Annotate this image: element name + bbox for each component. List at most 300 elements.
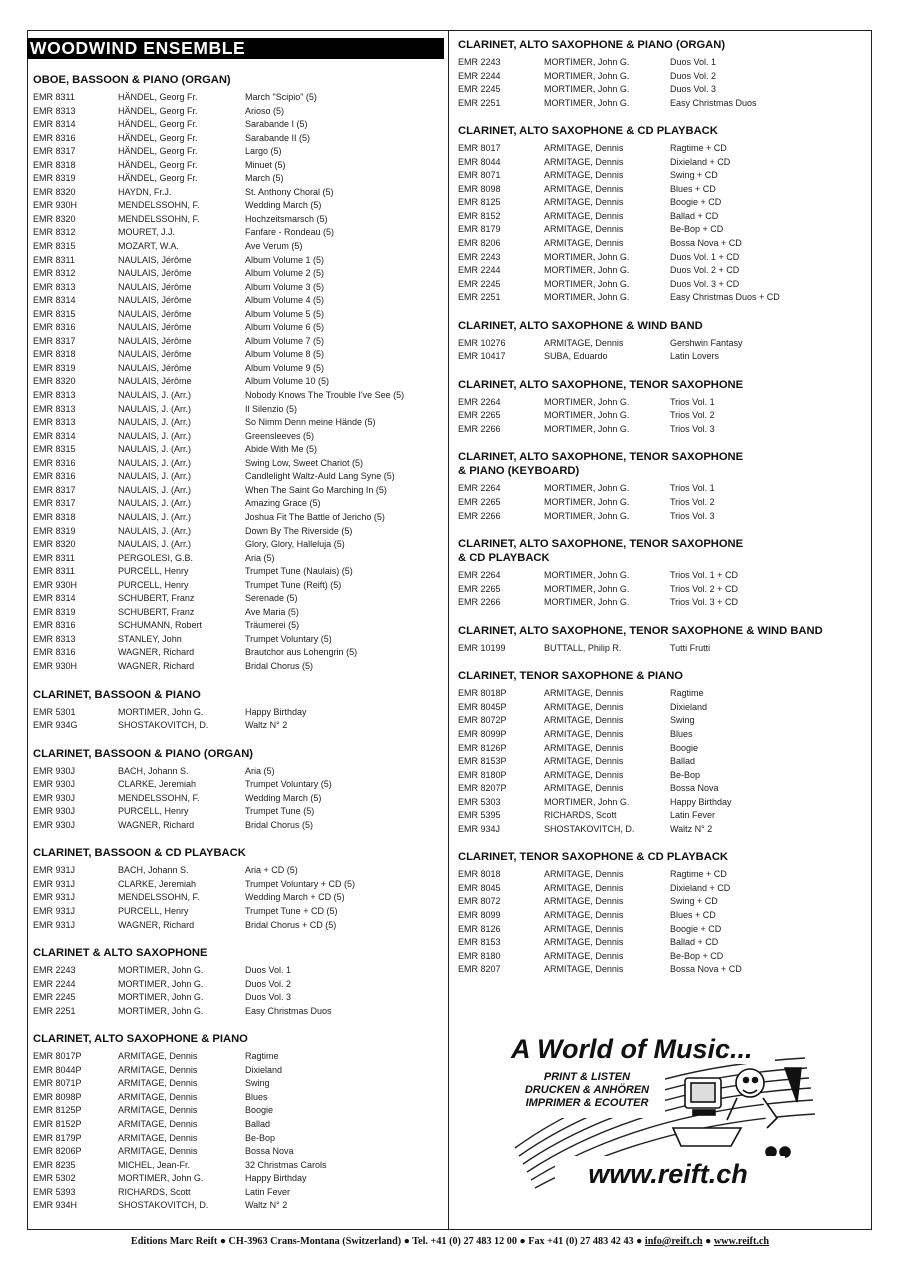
composer-name: RICHARDS, Scott [544,810,617,821]
composer-name: WAGNER, Richard [118,647,195,658]
catalog-entry [33,1091,443,1105]
composer-name: MENDELSSOHN, F. [118,892,200,903]
section-title: CLARINET, TENOR SAXOPHONE & CD PLAYBACK [458,851,728,864]
catalog-entry [458,755,858,769]
catalog-entry [33,1186,443,1200]
catalog-entry [458,169,858,183]
logo-line-3: IMPRIMER & ECOUTER [525,1097,649,1109]
work-title: Easy Christmas Duos + CD [670,292,780,303]
catalog-entry [33,105,443,119]
section-title: CLARINET, ALTO SAXOPHONE & PIANO (ORGAN) [458,39,726,51]
work-title: Blues [245,1091,268,1102]
catalog-entry [458,936,858,950]
composer-name: MENDELSSOHN, F. [118,200,200,211]
catalog-number: EMR 930J [33,806,76,817]
catalog-number: EMR 8317 [33,498,76,509]
composer-name: PERGOLESI, G.B. [118,552,194,563]
catalog-number: EMR 5395 [458,810,501,821]
work-title: Glory, Glory, Halleluja (5) [245,539,345,550]
catalog-section [458,537,858,610]
catalog-entry [33,335,443,349]
work-title: Il Silenzio (5) [245,403,298,414]
catalog-number: EMR 8316 [33,322,76,333]
catalog-entry [33,1050,443,1064]
composer-name: SHOSTAKOVITCH, D. [118,720,209,731]
catalog-number: EMR 931J [33,865,76,876]
composer-name: MORTIMER, John G. [118,706,204,717]
catalog-number: EMR 8152 [458,210,501,221]
catalog-number: EMR 8312 [33,268,76,279]
catalog-number: EMR 5303 [458,796,501,807]
work-title: Arioso (5) [245,105,285,116]
catalog-number: EMR 931J [33,878,76,889]
catalog-entry [33,1077,443,1091]
catalog-number: EMR 930J [33,819,76,830]
work-title: Trumpet Voluntary (5) [245,779,332,790]
catalog-number: EMR 930J [33,779,76,790]
catalog-section [458,378,858,437]
composer-name: MOURET, J.J. [118,227,176,238]
catalog-number: EMR 10199 [458,642,506,653]
catalog-entry [33,172,443,186]
work-title: Trios Vol. 2 [670,497,715,508]
footer-website-link[interactable]: www.reift.ch [713,1236,770,1247]
entry-list [33,91,443,674]
composer-name: MORTIMER, John G. [544,251,630,262]
catalog-number: EMR 2266 [458,423,501,434]
composer-name: ARMITAGE, Dennis [544,224,624,235]
composer-name: MORTIMER, John G. [544,70,630,81]
catalog-number: EMR 2266 [458,510,501,521]
work-title: Be-Bop [670,769,701,780]
catalog-entry [458,350,858,364]
catalog-entry [458,687,858,701]
catalog-number: EMR 8313 [33,390,76,401]
composer-name: MENDELSSOHN, F. [118,792,200,803]
work-title: Duos Vol. 3 [670,84,717,95]
composer-name: MORTIMER, John G. [544,97,630,108]
work-title: March "Scipio" (5) [245,92,317,102]
composer-name: CLARKE, Jeremiah [118,779,197,790]
composer-name: MORTIMER, John G. [544,570,630,581]
composer-name: ARMITAGE, Dennis [544,756,624,767]
section-title: CLARINET, TENOR SAXOPHONE & PIANO [458,670,684,683]
work-title: Trios Vol. 2 [670,410,715,421]
catalog-entry [33,878,443,892]
catalog-entry [458,796,858,810]
catalog-number: EMR 931J [33,905,76,916]
catalog-section [458,624,858,656]
catalog-number: EMR 8313 [33,633,76,644]
composer-name: ARMITAGE, Dennis [544,909,624,920]
composer-name: SCHUBERT, Franz [118,593,195,604]
catalog-section [33,846,443,932]
catalog-entry [33,416,443,430]
composer-name: ARMITAGE, Dennis [544,783,624,794]
work-title: Dixieland [245,1064,283,1075]
work-title: Duos Vol. 1 [245,965,292,976]
catalog-number: EMR 8072 [458,896,501,907]
catalog-entry [458,782,858,796]
catalog-number: EMR 8313 [33,105,76,116]
composer-name: MORTIMER, John G. [544,84,630,95]
catalog-entry [458,251,858,265]
catalog-number: EMR 8206P [33,1146,82,1157]
catalog-number: EMR 8207 [458,964,501,975]
catalog-entry [33,484,443,498]
catalog-entry [33,321,443,335]
composer-name: MICHEL, Jean-Fr. [118,1159,191,1170]
catalog-number: EMR 8235 [33,1159,76,1170]
catalog-entry [33,91,443,105]
section-title: CLARINET, BASSOON & PIANO [33,688,201,701]
work-title: Boogie [245,1105,274,1116]
catalog-number: EMR 8315 [33,444,76,455]
composer-name: HAYDN, Fr.J. [118,186,172,197]
catalog-entry [33,991,443,1005]
catalog-number: EMR 930H [33,200,78,211]
catalog-number: EMR 8045 [458,882,501,893]
catalog-section [458,850,858,976]
work-title: Duos Vol. 2 + CD [670,265,740,276]
composer-name: MORTIMER, John G. [544,292,630,303]
work-title: Swing [245,1078,270,1089]
catalog-number: EMR 2244 [33,978,76,989]
catalog-number: EMR 10276 [458,337,506,348]
catalog-number: EMR 930J [33,765,76,776]
composer-name: ARMITAGE, Dennis [544,769,624,780]
composer-name: NAULAIS, J. (Arr.) [118,539,192,550]
composer-name: ARMITAGE, Dennis [118,1091,198,1102]
composer-name: HÄNDEL, Georg Fr. [118,173,198,184]
composer-name: NAULAIS, J. (Arr.) [118,430,192,441]
catalog-number: EMR 8319 [33,362,76,373]
composer-name: ARMITAGE, Dennis [544,238,624,249]
composer-name: MORTIMER, John G. [544,483,630,494]
logo-url[interactable]: www.reift.ch [588,1159,748,1189]
catalog-number: EMR 8311 [33,254,75,265]
reift-logo [505,1028,820,1196]
catalog-entry [458,642,858,656]
catalog-entry [33,1104,443,1118]
work-title: Ballad + CD [670,937,719,948]
catalog-entry [458,583,858,597]
work-title: Bossa Nova [670,783,719,794]
work-title: Album Volume 9 (5) [245,362,325,373]
work-title: Album Volume 8 (5) [245,349,325,360]
composer-name: HÄNDEL, Georg Fr. [118,146,198,157]
catalog-entry [33,592,443,606]
work-title: Trios Vol. 3 [670,510,715,521]
work-title: 32 Christmas Carols [245,1159,327,1170]
work-title: Bridal Chorus + CD (5) [245,919,337,930]
catalog-number: EMR 8017P [33,1051,82,1062]
work-title: Largo (5) [245,146,282,157]
work-title: Trumpet Tune (5) [245,806,315,817]
catalog-entry [458,396,858,410]
catalog-number: EMR 934H [33,1200,78,1211]
catalog-entry [33,145,443,159]
composer-name: PURCELL, Henry [118,566,189,577]
entry-list [458,569,858,610]
work-title: Blues + CD [670,183,716,194]
composer-name: ARMITAGE, Dennis [544,882,624,893]
column-divider [448,30,449,1230]
catalog-entry [33,633,443,647]
section-title: CLARINET, ALTO SAXOPHONE, TENOR SAXOPHONE [458,378,744,391]
category-banner: WOODWIND ENSEMBLE [27,38,444,59]
catalog-entry [33,1132,443,1146]
catalog-number: EMR 2245 [458,278,501,289]
work-title: Duos Vol. 3 + CD [670,278,740,289]
catalog-number: EMR 8314 [33,593,76,604]
catalog-number: EMR 8152P [33,1119,82,1129]
footer-email-link[interactable]: info@reift.ch [644,1236,703,1247]
composer-name: NAULAIS, J. (Arr.) [118,525,192,536]
catalog-number: EMR 2265 [458,497,501,508]
composer-name: HÄNDEL, Georg Fr. [118,132,198,143]
entry-list [33,864,443,932]
catalog-number: EMR 8098 [458,183,501,194]
catalog-number: EMR 934G [33,720,78,731]
catalog-number: EMR 2244 [458,265,501,276]
catalog-entry [33,132,443,146]
work-title: Blues [670,728,693,739]
catalog-number: EMR 8315 [33,241,76,252]
catalog-number: EMR 8320 [33,539,76,550]
work-title: Album Volume 3 (5) [245,281,325,292]
work-title: Duos Vol. 3 [245,992,292,1003]
catalog-entry [33,470,443,484]
catalog-number: EMR 931J [33,919,76,930]
catalog-number: EMR 8314 [33,295,76,306]
catalog-number: EMR 8314 [33,119,76,130]
catalog-number: EMR 8318 [33,159,76,170]
work-title: Trios Vol. 2 + CD [670,583,738,594]
catalog-entry [458,596,858,610]
composer-name: MORTIMER, John G. [544,396,630,407]
composer-name: MORTIMER, John G. [544,410,630,421]
entry-list [33,706,443,733]
catalog-entry [458,264,858,278]
composer-name: ARMITAGE, Dennis [544,337,624,348]
work-title: Candlelight Waltz-Auld Lang Syne (5) [245,471,395,482]
catalog-entry [33,226,443,240]
entry-list [33,1050,443,1213]
composer-name: SCHUMANN, Robert [118,620,203,631]
work-title: Swing Low, Sweet Chariot (5) [245,457,364,468]
work-title: Greensleeves (5) [245,430,315,441]
catalog-number: EMR 2266 [458,597,501,608]
composer-name: MORTIMER, John G. [544,423,630,434]
catalog-entry [33,1005,443,1019]
composer-name: ARMITAGE, Dennis [544,183,624,194]
work-title: Hochzeitsmarsch (5) [245,213,328,224]
composer-name: NAULAIS, J. (Arr.) [118,471,192,482]
work-title: Swing [670,715,695,726]
composer-name: NAULAIS, Jérôme [118,335,192,346]
work-title: Latin Fever [670,810,716,821]
work-title: Happy Birthday [245,1173,307,1184]
catalog-entry [458,70,858,84]
composer-name: PURCELL, Henry [118,806,189,817]
composer-name: MORTIMER, John G. [118,1005,204,1016]
work-title: Boogie [670,742,699,753]
catalog-entry [33,964,443,978]
composer-name: SUBA, Eduardo [544,351,608,362]
section-title: CLARINET, ALTO SAXOPHONE, TENOR SAXOPHONE & PIANO (KEYBOARD) [458,451,744,478]
catalog-entry [33,1118,443,1132]
composer-name: NAULAIS, Jérôme [118,362,192,373]
catalog-entry [33,389,443,403]
entry-list [33,765,443,833]
composer-name: MORTIMER, John G. [544,497,630,508]
work-title: Aria (5) [245,765,275,776]
catalog-entry [458,337,858,351]
catalog-entry [33,443,443,457]
catalog-entry [33,1159,443,1173]
composer-name: BUTTALL, Philip R. [544,642,622,653]
catalog-number: EMR 8125 [458,197,501,208]
catalog-entry [458,482,858,496]
catalog-entry [458,909,858,923]
composer-name: ARMITAGE, Dennis [544,923,624,934]
catalog-entry [33,281,443,295]
composer-name: NAULAIS, J. (Arr.) [118,417,192,428]
composer-name: WAGNER, Richard [118,660,195,671]
catalog-entry [458,496,858,510]
catalog-entry [458,728,858,742]
work-title: Bossa Nova [245,1146,294,1157]
catalog-entry [33,538,443,552]
section-title: CLARINET, ALTO SAXOPHONE & PIANO [33,1033,248,1046]
computer-illustration-icon [673,1068,801,1157]
composer-name: ARMITAGE, Dennis [544,197,624,208]
catalog-entry [458,963,858,977]
catalog-number: EMR 8180 [458,950,501,961]
catalog-number: EMR 930J [33,792,76,803]
catalog-entry [33,362,443,376]
catalog-entry [458,510,858,524]
work-title: Trumpet Tune (Reift) (5) [245,579,342,590]
catalog-number: EMR 8313 [33,403,76,414]
catalog-number: EMR 931J [33,892,76,903]
composer-name: ARMITAGE, Dennis [544,701,624,712]
composer-name: ARMITAGE, Dennis [544,143,624,154]
work-title: Amazing Grace (5) [245,498,321,509]
catalog-number: EMR 2265 [458,583,501,594]
composer-name: MORTIMER, John G. [544,597,630,608]
catalog-entry [33,375,443,389]
catalog-entry [33,186,443,200]
entry-list [458,642,858,656]
catalog-section [33,747,443,833]
catalog-entry [33,719,443,733]
catalog-number: EMR 10417 [458,351,506,362]
logo-line-1: PRINT & LISTEN [543,1071,631,1083]
composer-name: ARMITAGE, Dennis [118,1064,198,1075]
catalog-entry [33,792,443,806]
catalog-entry [458,823,858,837]
catalog-number: EMR 2245 [458,84,501,95]
catalog-entry [458,56,858,70]
catalog-entry [33,978,443,992]
catalog-entry [33,1199,443,1213]
work-title: Waltz N° 2 [245,720,288,731]
composer-name: PURCELL, Henry [118,579,189,590]
work-title: Easy Christmas Duos [670,97,757,108]
composer-name: ARMITAGE, Dennis [544,688,624,699]
section-title: CLARINET & ALTO SAXOPHONE [33,947,208,960]
section-title: CLARINET, BASSOON & PIANO (ORGAN) [33,747,254,760]
catalog-number: EMR 8316 [33,132,76,143]
catalog-entry [458,223,858,237]
catalog-number: EMR 8320 [33,186,76,197]
composer-name: MORTIMER, John G. [118,1173,204,1184]
composer-name: MORTIMER, John G. [544,510,630,521]
catalog-entry [33,905,443,919]
catalog-entry [458,923,858,937]
catalog-entry [33,660,443,674]
composer-name: NAULAIS, Jérôme [118,268,192,279]
composer-name: HÄNDEL, Georg Fr. [118,159,198,170]
work-title: Boogie + CD [670,923,722,934]
work-title: Trios Vol. 1 [670,396,715,407]
work-title: Fanfare - Rondeau (5) [245,227,335,238]
catalog-entry [458,895,858,909]
work-title: Waltz N° 2 [670,823,713,834]
catalog-entry [33,348,443,362]
catalog-number: EMR 930H [33,660,78,671]
section-title: CLARINET, ALTO SAXOPHONE & WIND BAND [458,319,703,332]
work-title: Album Volume 5 (5) [245,308,325,319]
catalog-number: EMR 8099P [458,728,507,739]
work-title: Album Volume 6 (5) [245,322,325,333]
catalog-entry [458,569,858,583]
catalog-entry [33,267,443,281]
work-title: Happy Birthday [245,706,307,717]
work-title: Down By The Riverside (5) [245,525,353,536]
catalog-number: EMR 8018 [458,869,501,880]
catalog-number: EMR 8317 [33,146,76,157]
catalog-entry [33,1064,443,1078]
catalog-number: EMR 930H [33,579,78,590]
composer-name: ARMITAGE, Dennis [118,1078,198,1089]
catalog-number: EMR 8318 [33,511,76,522]
composer-name: ARMITAGE, Dennis [544,715,624,726]
catalog-entry [458,409,858,423]
entry-list [458,687,858,836]
work-title: Trios Vol. 3 [670,423,715,434]
work-title: Album Volume 7 (5) [245,335,325,346]
catalog-entry [458,882,858,896]
catalog-number: EMR 2245 [33,992,76,1003]
catalog-number: EMR 8044P [33,1064,82,1075]
catalog-number: EMR 8319 [33,606,76,617]
catalog-number: EMR 8320 [33,213,76,224]
work-title: Dixieland + CD [670,156,731,167]
catalog-entry [458,196,858,210]
work-title: Trumpet Voluntary (5) [245,633,332,644]
work-title: Swing + CD [670,896,718,907]
work-title: Album Volume 10 (5) [245,376,330,387]
composer-name: NAULAIS, J. (Arr.) [118,498,192,509]
catalog-entry [458,142,858,156]
work-title: Bossa Nova + CD [670,238,742,249]
composer-name: NAULAIS, Jérôme [118,376,192,387]
catalog-number: EMR 8017 [458,143,501,154]
catalog-section [458,669,858,836]
